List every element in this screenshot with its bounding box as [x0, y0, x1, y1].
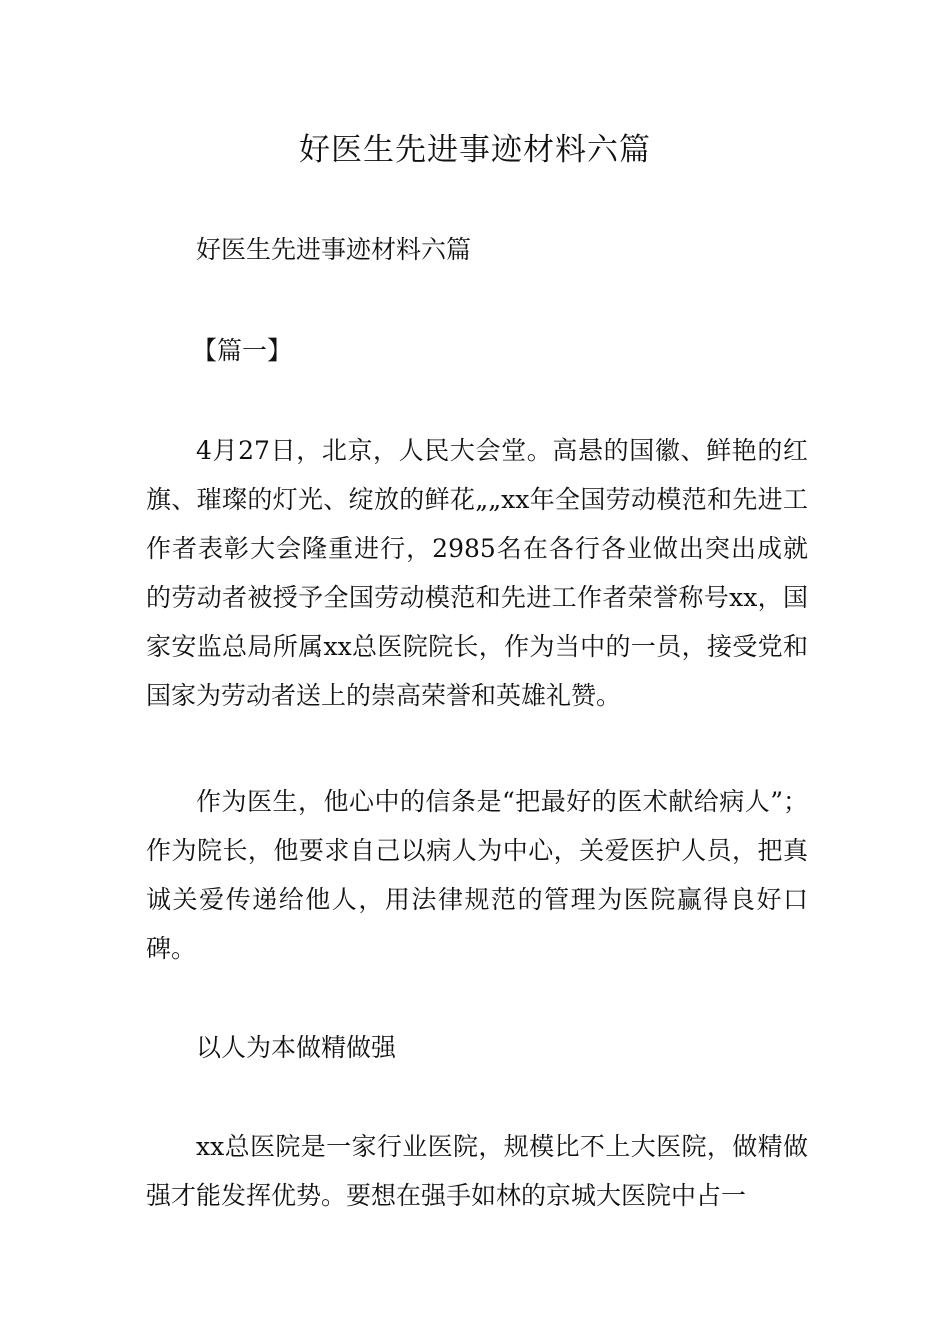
body-paragraph-1: 4月27日，北京，人民大会堂。高悬的国徽、鲜艳的红旗、璀璨的灯光、绽放的鲜花„„xx年全国劳动模范和先进工作者表彰大会隆重进行，2985名在各行各业做出突出成就的劳动者被授予全国劳动模范和先进工作者荣誉称号xx，国家安监总局所属xx总医院院长，作为当中的一员，接受党和国家为劳动者送上的崇高荣誉和英雄礼赞。: [146, 436, 808, 710]
section-heading: 以人为本做精做强: [196, 1033, 397, 1062]
section-label: 【篇一】: [192, 336, 293, 365]
document-subtitle: 好医生先进事迹材料六篇: [196, 235, 472, 264]
body-paragraph-3: xx总医院是一家行业医院，规模比不上大医院，做精做强才能发挥优势。要想在强手如林的京城大医院中占一: [146, 1132, 808, 1210]
body-paragraph-2: 作为医生，他心中的信条是“把最好的医术献给病人”；作为院长，他要求自己以病人为中心，关爱医护人员，把真诚关爱传递给他人，用法律规范的管理为医院赢得良好口碑。: [146, 787, 808, 963]
document-title: 好医生先进事迹材料六篇: [299, 132, 651, 168]
